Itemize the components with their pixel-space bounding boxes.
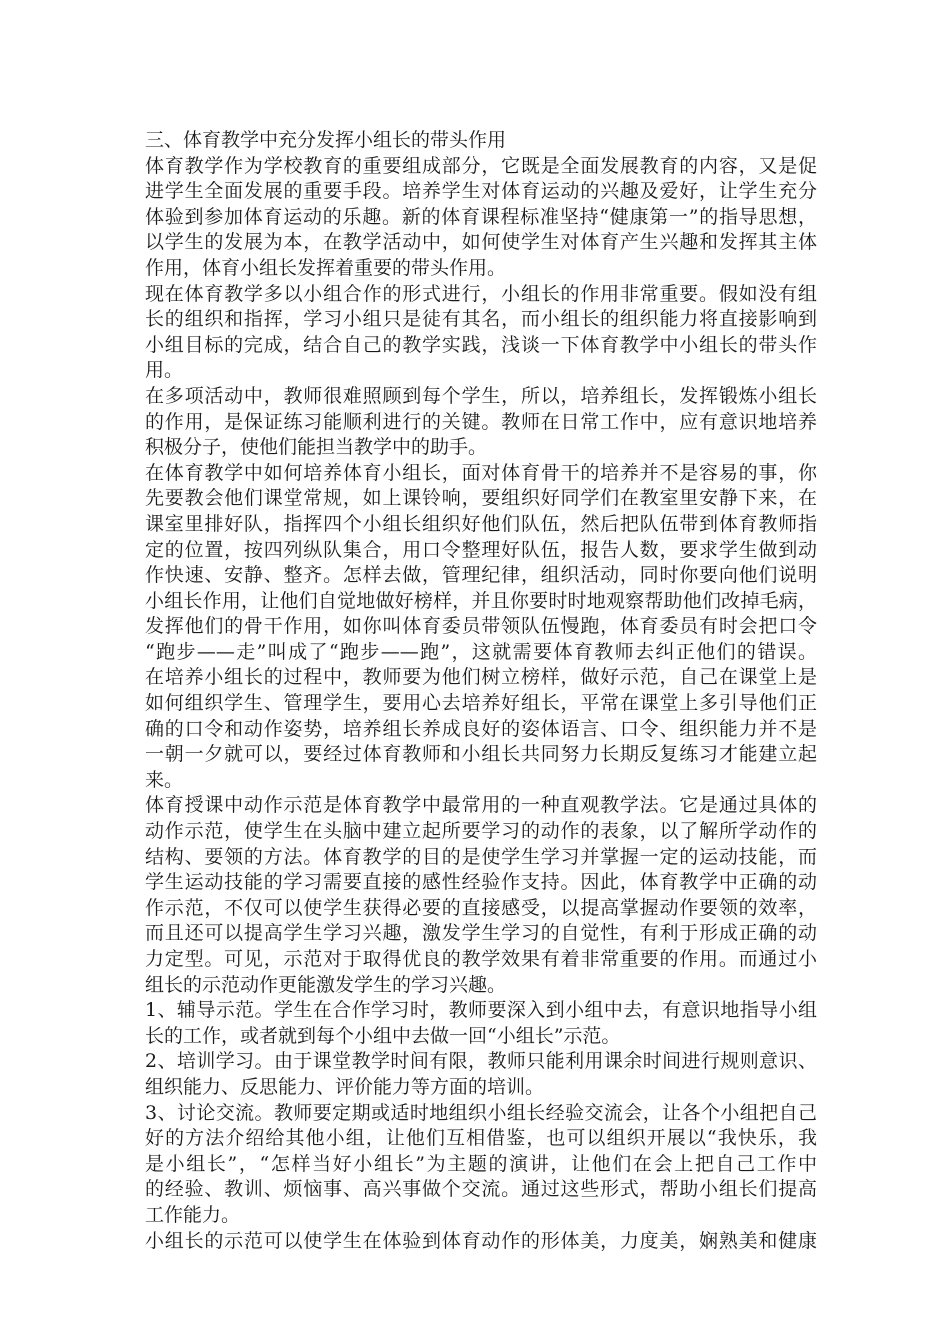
section-heading: 三、体育教学中充分发挥小组长的带头作用: [145, 129, 507, 151]
text-line: 工作能力。: [145, 1203, 241, 1226]
text-line: 在体育教学中如何培养体育小组长，面对体育骨干的培养并不是容易的事，你: [145, 461, 817, 484]
text-line: 积极分子，使他们能担当教学中的助手。: [145, 436, 488, 459]
text-line: 的经验、教训、烦恼事、高兴事做个交流。通过这些形式，帮助小组长们提高: [145, 1178, 817, 1201]
text-line: 进学生全面发展的重要手段。培养学生对体育运动的兴趣及爱好，让学生充分: [145, 180, 817, 203]
text-line: 发挥他们的骨干作用，如你叫体育委员带领队伍慢跑，体育委员有时会把口令: [145, 615, 817, 638]
text-line: 课室里排好队，指挥四个小组长组织好他们队伍，然后把队伍带到体育教师指: [145, 512, 817, 535]
text-line: 在培养小组长的过程中，教师要为他们树立榜样，做好示范，自己在课堂上是: [145, 666, 817, 689]
text-line: 力定型。可见，示范对于取得优良的教学效果有着非常重要的作用。而通过小: [145, 948, 817, 970]
text-line: 用。: [145, 359, 184, 382]
text-line: 定的位置，按四列纵队集合，用口令整理好队伍，报告人数，要求学生做到动: [145, 538, 817, 561]
text-line: 来。: [145, 768, 184, 791]
text-line: 组织能力、反思能力、评价能力等方面的培训。: [145, 1075, 545, 1098]
text-line: 3、讨论交流。教师要定期或适时地组织小组长经验交流会，让各个小组把自己: [145, 1101, 817, 1124]
document-body: [145, 128, 817, 1254]
text-line: 的作用，是保证练习能顺利进行的关键。教师在日常工作中，应有意识地培养: [145, 410, 817, 433]
text-line: 确的口令和动作姿势，培养组长养成良好的姿体语言、口令、组织能力并不是: [145, 717, 817, 740]
text-line: 1、辅导示范。学生在合作学习时，教师要深入到小组中去，有意识地指导小组: [145, 999, 817, 1022]
text-line: 以学生的发展为本，在教学活动中，如何使学生对体育产生兴趣和发挥其主体: [145, 231, 817, 254]
text-line: “跑步——走”叫成了“跑步——跑”，这就需要体育教师去纠正他们的错误。: [145, 640, 817, 663]
text-line: 动作示范，使学生在头脑中建立起所要学习的动作的表象，以了解所学动作的: [145, 820, 817, 843]
text-line: 结构、要领的方法。体育教学的目的是使学生学习并掌握一定的运动技能，而: [145, 845, 817, 868]
text-line: 先要教会他们课堂常规，如上课铃响，要组织好同学们在教室里安静下来，在: [145, 487, 817, 510]
text-line: 现在体育教学多以小组合作的形式进行，小组长的作用非常重要。假如没有组: [145, 282, 817, 305]
text-line: 2、培训学习。由于课堂教学时间有限，教师只能利用课余时间进行规则意识、: [145, 1050, 817, 1073]
text-line: 小组长的示范可以使学生在体验到体育动作的形体美，力度美，娴熟美和健康: [145, 1229, 817, 1252]
document-page: [145, 128, 817, 1344]
text-line: 体育授课中动作示范是体育教学中最常用的一种直观教学法。它是通过具体的: [145, 794, 817, 817]
text-line: 作用，体育小组长发挥着重要的带头作用。: [145, 256, 507, 279]
text-line: 作示范，不仅可以使学生获得必要的直接感受，以提高掌握动作要领的效率，: [145, 896, 817, 919]
text-line: 组长的示范动作更能激发学生的学习兴趣。: [145, 973, 507, 996]
text-line: 长的工作，或者就到每个小组中去做一回“小组长”示范。: [145, 1024, 621, 1047]
text-line: 体育教学作为学校教育的重要组成部分，它既是全面发展教育的内容，又是促: [145, 154, 817, 177]
text-line: 是小组长”，“怎样当好小组长”为主题的演讲，让他们在会上把自己工作中: [145, 1152, 817, 1175]
text-line: 如何组织学生、管理学生，要用心去培养好组长，平常在课堂上多引导他们正: [145, 692, 817, 715]
text-line: 一朝一夕就可以，要经过体育教师和小组长共同努力长期反复练习才能建立起: [145, 743, 817, 766]
text-line: 小组长作用，让他们自觉地做好榜样，并且你要时时地观察帮助他们改掉毛病，: [145, 589, 817, 612]
text-line: 小组目标的完成，结合自己的教学实践，浅谈一下体育教学中小组长的带头作: [145, 333, 817, 356]
text-line: 在多项活动中，教师很难照顾到每个学生，所以，培养组长，发挥锻炼小组长: [145, 384, 817, 407]
text-line: 学生运动技能的学习需要直接的感性经验作支持。因此，体育教学中正确的动: [145, 871, 817, 894]
text-line: 而且还可以提高学生学习兴趣，激发学生学习的自觉性，有利于形成正确的动: [145, 922, 817, 945]
text-line: 作快速、安静、整齐。怎样去做，管理纪律，组织活动，同时你要向他们说明: [145, 564, 817, 587]
text-line: 长的组织和指挥，学习小组只是徒有其名，而小组长的组织能力将直接影响到: [145, 308, 817, 331]
text-line: 好的方法介绍给其他小组，让他们互相借鉴，也可以组织开展以“我快乐，我: [145, 1127, 817, 1150]
text-line: 体验到参加体育运动的乐趣。新的体育课程标准坚持“健康第一”的指导思想，: [145, 205, 817, 228]
